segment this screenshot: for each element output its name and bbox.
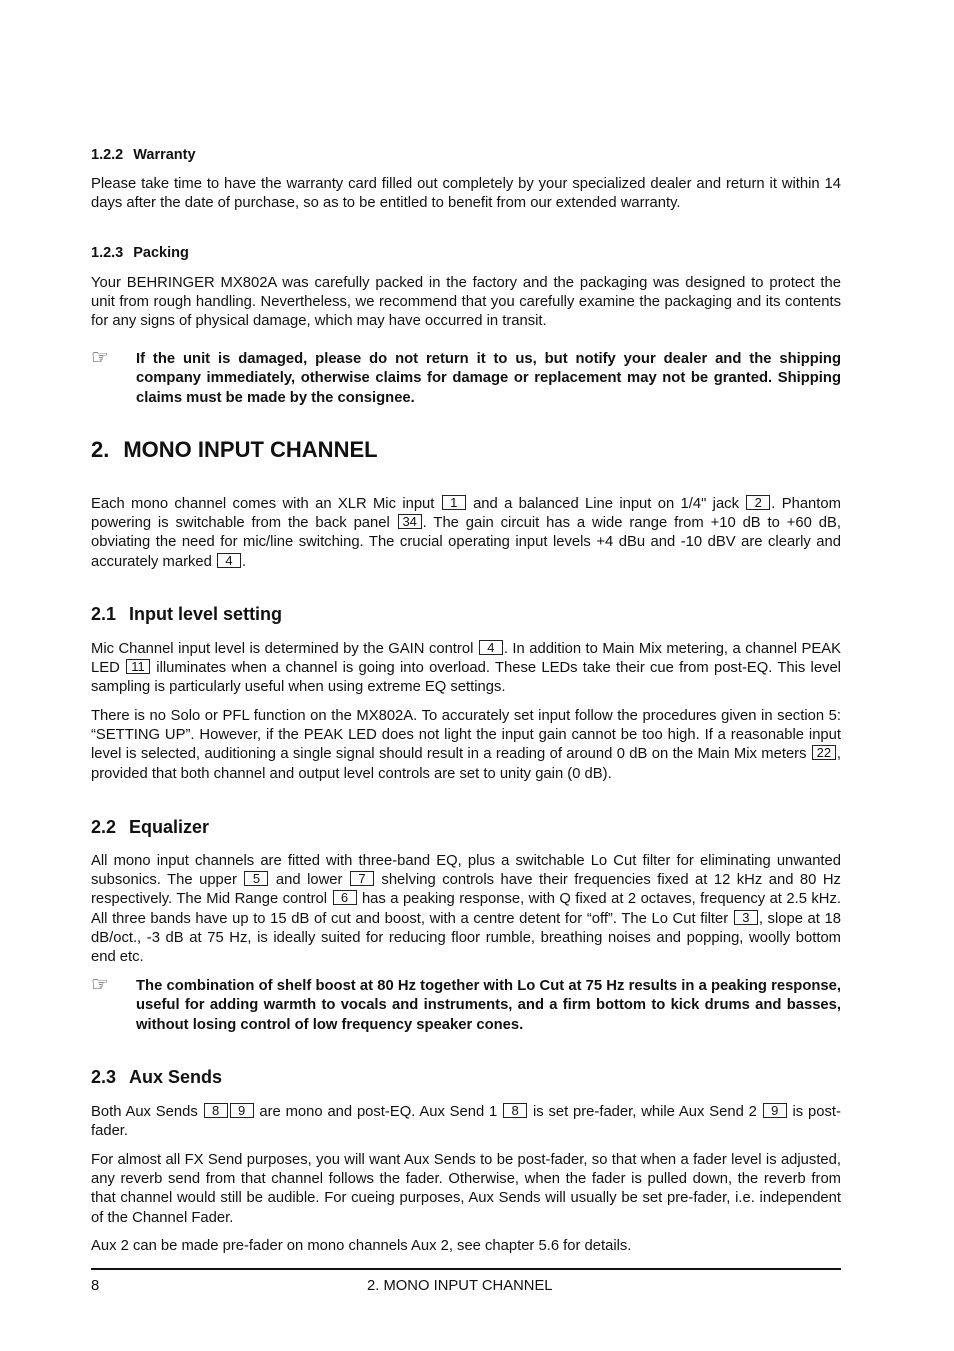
reference-box: 11 (126, 659, 150, 674)
section-heading-equalizer (91, 817, 841, 838)
chapter-title: MONO INPUT CHANNEL (123, 437, 378, 462)
text-run: and a balanced Line input on 1/4" jack (473, 496, 739, 512)
text-run: has a peaking response, with Q fixed at 2 octaves, frequency at 2.5 kHz. All three bands have up to 15 dB of cut and boost, with a centre detent for “off”. The Lo Cut filter (91, 891, 841, 927)
pointing-hand-icon: ☞ (91, 974, 109, 996)
equalizer-note (91, 974, 841, 1035)
text-run: is post-fader. (91, 1104, 841, 1140)
text-run: shelving controls have their frequencies fixed at 12 kHz and 80 Hz respectively. The Mid Range control (91, 872, 841, 908)
text-run: , provided that both channel and output level controls are set to unity gain (0 dB). (91, 746, 841, 782)
text-run: . The gain circuit has a wide range from +10 dB to +60 dB, obviating the need for mic/line switching. The crucial operating input levels +4 dBu and -10 dBV are clearly and accurately marked (91, 515, 841, 570)
reference-box: 9 (763, 1103, 787, 1118)
reference-box: 34 (398, 514, 422, 529)
aux-paragraph-3: Aux 2 can be made pre-fader on mono channels Aux 2, see chapter 5.6 for details. (91, 1238, 632, 1254)
reference-box: 6 (333, 890, 357, 905)
section-number: 1.2.3 (91, 245, 124, 261)
text-run: Mic Channel input level is determined by the GAIN control (91, 641, 474, 657)
text-run: and lower (275, 872, 343, 889)
packing-note (91, 347, 841, 408)
packing-paragraph: Your BEHRINGER MX802A was carefully packed in the factory and the packaging was designed to protect the unit from rough handling. Nevertheless, we recommend that you carefully examine the packaging and its contents for any signs of physical damage, which may have occurred in transit. (91, 275, 841, 330)
reference-box: 7 (350, 871, 374, 886)
text-run: is set pre-fader, while Aux Send 2 (532, 1104, 757, 1120)
section-title: Packing (133, 245, 189, 261)
text-run: . In addition to Main Mix metering, a channel PEAK LED (91, 641, 841, 677)
section-number: 2.3 (91, 1067, 117, 1087)
equalizer-note-text: The combination of shelf boost at 80 Hz together with Lo Cut at 75 Hz results in a peaking response, useful for adding warmth to vocals and instruments, and a firm bottom to kick drums and basses, without losing control of low frequency speaker cones. (136, 978, 841, 1033)
text-run: Each mono channel comes with an XLR Mic input (91, 496, 435, 512)
reference-box: 8 (204, 1103, 228, 1118)
section-number: 2.2 (91, 817, 117, 837)
page-number: 8 (91, 1278, 100, 1294)
chapter-intro-paragraph (91, 495, 841, 572)
equalizer-paragraph (91, 852, 841, 967)
text-run: All mono input channels are fitted with three-band EQ, plus a switchable Lo Cut filter for eliminating unwanted subsonics. The upper (91, 853, 841, 889)
reference-box: 1 (442, 495, 466, 510)
reference-box: 4 (217, 553, 241, 568)
chapter-number: 2. (91, 437, 110, 462)
warranty-paragraph: Please take time to have the warranty card filled out completely by your specialized dealer and return it within 14 days after the date of purchase, so as to be entitled to benefit from our extended warranty. (91, 176, 841, 212)
text-run: , slope at 18 dB/oct., -3 dB at 75 Hz, is ideally suited for reducing floor rumble, breathing noises and popping, woolly bottom end etc. (91, 910, 841, 966)
section-title: Equalizer (129, 817, 210, 837)
chapter-heading (91, 437, 841, 463)
section-heading-input-level (91, 604, 841, 625)
text-run: Both Aux Sends (91, 1104, 198, 1120)
section-title: Warranty (133, 147, 196, 163)
reference-box: 5 (244, 871, 268, 886)
reference-box: 8 (503, 1103, 527, 1118)
pointing-hand-icon: ☞ (91, 347, 109, 369)
section-heading-packing (91, 245, 841, 261)
aux-paragraph-2: For almost all FX Send purposes, you will want Aux Sends to be post-fader, so that when a fader level is adjusted, any reverb send from that channel follows the fader. Otherwise, when the fader is pulled down, the reverb from that channel would still be audible. For cueing purposes, Aux Sends will usually be set pre-fader, i.e. independent of the Channel Fader. (91, 1152, 841, 1226)
section-number: 1.2.2 (91, 147, 124, 163)
text-run: are mono and post-EQ. Aux Send 1 (259, 1104, 498, 1120)
section-heading-aux-sends (91, 1067, 841, 1088)
document-page (91, 0, 841, 1351)
input-level-paragraph-2 (91, 707, 841, 784)
reference-box: 22 (812, 745, 836, 760)
text-run: . Phantom powering is switchable from the back panel (91, 496, 841, 532)
aux-paragraph-1 (91, 1103, 841, 1141)
reference-box: 2 (746, 495, 770, 510)
section-number: 2.1 (91, 604, 117, 624)
reference-box: 9 (230, 1103, 254, 1118)
reference-box: 4 (479, 640, 503, 655)
reference-box: 3 (734, 910, 758, 925)
text-run: . (242, 553, 247, 570)
section-heading-warranty (91, 147, 841, 163)
packing-note-text: If the unit is damaged, please do not return it to us, but notify your dealer and the shipping company immediately, otherwise claims for damage or replacement may not be granted. Shipping claims must be made by the consignee. (136, 351, 841, 406)
footer-chapter-title: 2. MONO INPUT CHANNEL (367, 1278, 553, 1294)
text-run: illuminates when a channel is going into overload. These LEDs take their cue from post-EQ. This level sampling is particularly useful when using extreme EQ settings. (91, 660, 841, 696)
text-run: There is no Solo or PFL function on the MX802A. To accurately set input follow the procedures given in section 5: “SETTING UP”. However, if the PEAK LED does not light the input gain cannot be too high. If a reasonable input level is selected, auditioning a single signal should result in a reading of around 0 dB on the Main Mix meters (91, 708, 841, 763)
section-title: Input level setting (129, 604, 283, 624)
footer-rule (91, 1268, 841, 1270)
input-level-paragraph-1 (91, 640, 841, 698)
section-title: Aux Sends (129, 1067, 223, 1087)
